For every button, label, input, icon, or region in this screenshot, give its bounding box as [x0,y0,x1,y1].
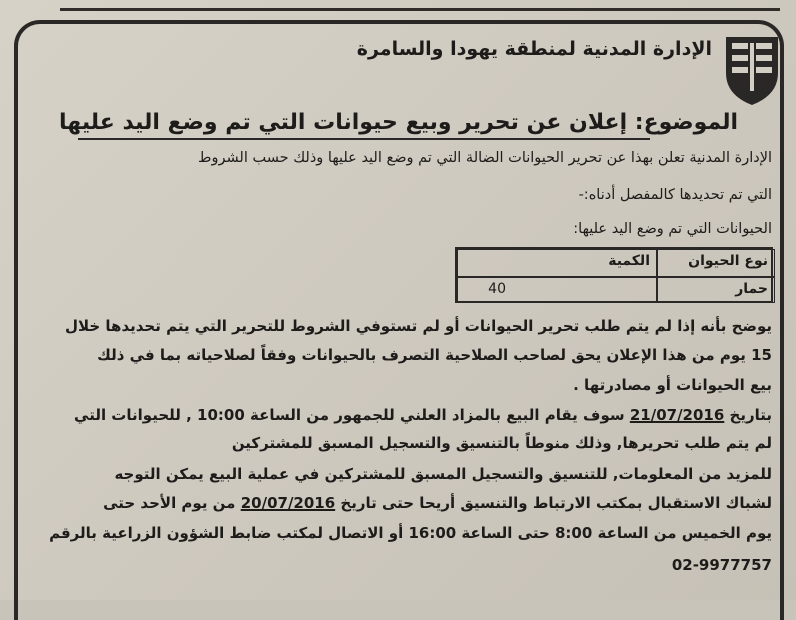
subject-heading: الموضوع: إعلان عن تحرير وبيع حيوانات التي تم وضع اليد عليها [59,110,738,135]
intro-line-3: الحيوانات التي تم وضع اليد عليها: [573,221,772,237]
top-border-strip [60,0,780,11]
paragraph-1-line-1: يوضح بأنه إذا لم يتم طلب تحرير الحيوانات أو لم تستوفي الشروط للتحرير التي يتم تحديدها خلال [64,317,772,335]
paragraph-1-line-3: بيع الحيوانات أو مصادرتها . [573,376,772,394]
table-cell-quantity: 40 [457,277,657,303]
table-cell-animal-type: حمار [657,277,775,303]
paragraph-2-line-2: لم يتم طلب تحريرها, وذلك منوطاً بالتنسيق والتسجيل المسبق للمشتركين [231,434,772,452]
auction-date: 21/07/2016 [629,406,725,424]
table-header-animal-type: نوع الحيوان [657,249,775,277]
paragraph-2-line-1 [74,406,772,424]
phone-number: 02-9977757 [671,556,772,574]
issuer-title: الإدارة المدنية لمنطقة يهودا والسامرة [356,38,712,60]
registration-days: من يوم الأحد حتى [103,494,236,512]
intro-line-2: التي تم تحديدها كالمفصل أدناه:- [578,187,772,203]
registration-text: لشباك الاستقبال بمكتب الارتباط والتنسيق أريحا حتى تاريخ [340,494,772,512]
paragraph-3-line-1: للمزيد من المعلومات, للتنسيق والتسجيل المسبق للمشتركين في عملية البيع يمكن التوجه [114,465,772,483]
auction-prefix: بتاريخ [729,406,772,424]
auction-details: سوف يقام البيع بالمزاد العلني للجمهور من الساعة 10:00 , للحيوانات التي [74,406,625,424]
registration-date: 20/07/2016 [240,494,336,512]
table-header-quantity: الكمية [457,249,657,277]
animals-table [455,247,773,303]
paragraph-1-line-2: 15 يوم من هذا الإعلان يحق لصاحب الصلاحية التصرف بالحيوانات وفقاً لصلاحياته بما في ذلك [97,346,772,364]
subject-underline [78,138,650,140]
paragraph-3-line-2 [103,494,772,512]
civil-administration-emblem-icon [722,33,782,107]
paragraph-3-line-3: يوم الخميس من الساعة 8:00 حتى الساعة 16:00 أو الاتصال لمكتب ضابط الشؤون الزراعية بالرقم [49,524,772,542]
intro-line-1: الإدارة المدنية تعلن بهذا عن تحرير الحيوانات الضالة التي تم وضع اليد عليها وذلك حسب الشروط [198,150,772,166]
